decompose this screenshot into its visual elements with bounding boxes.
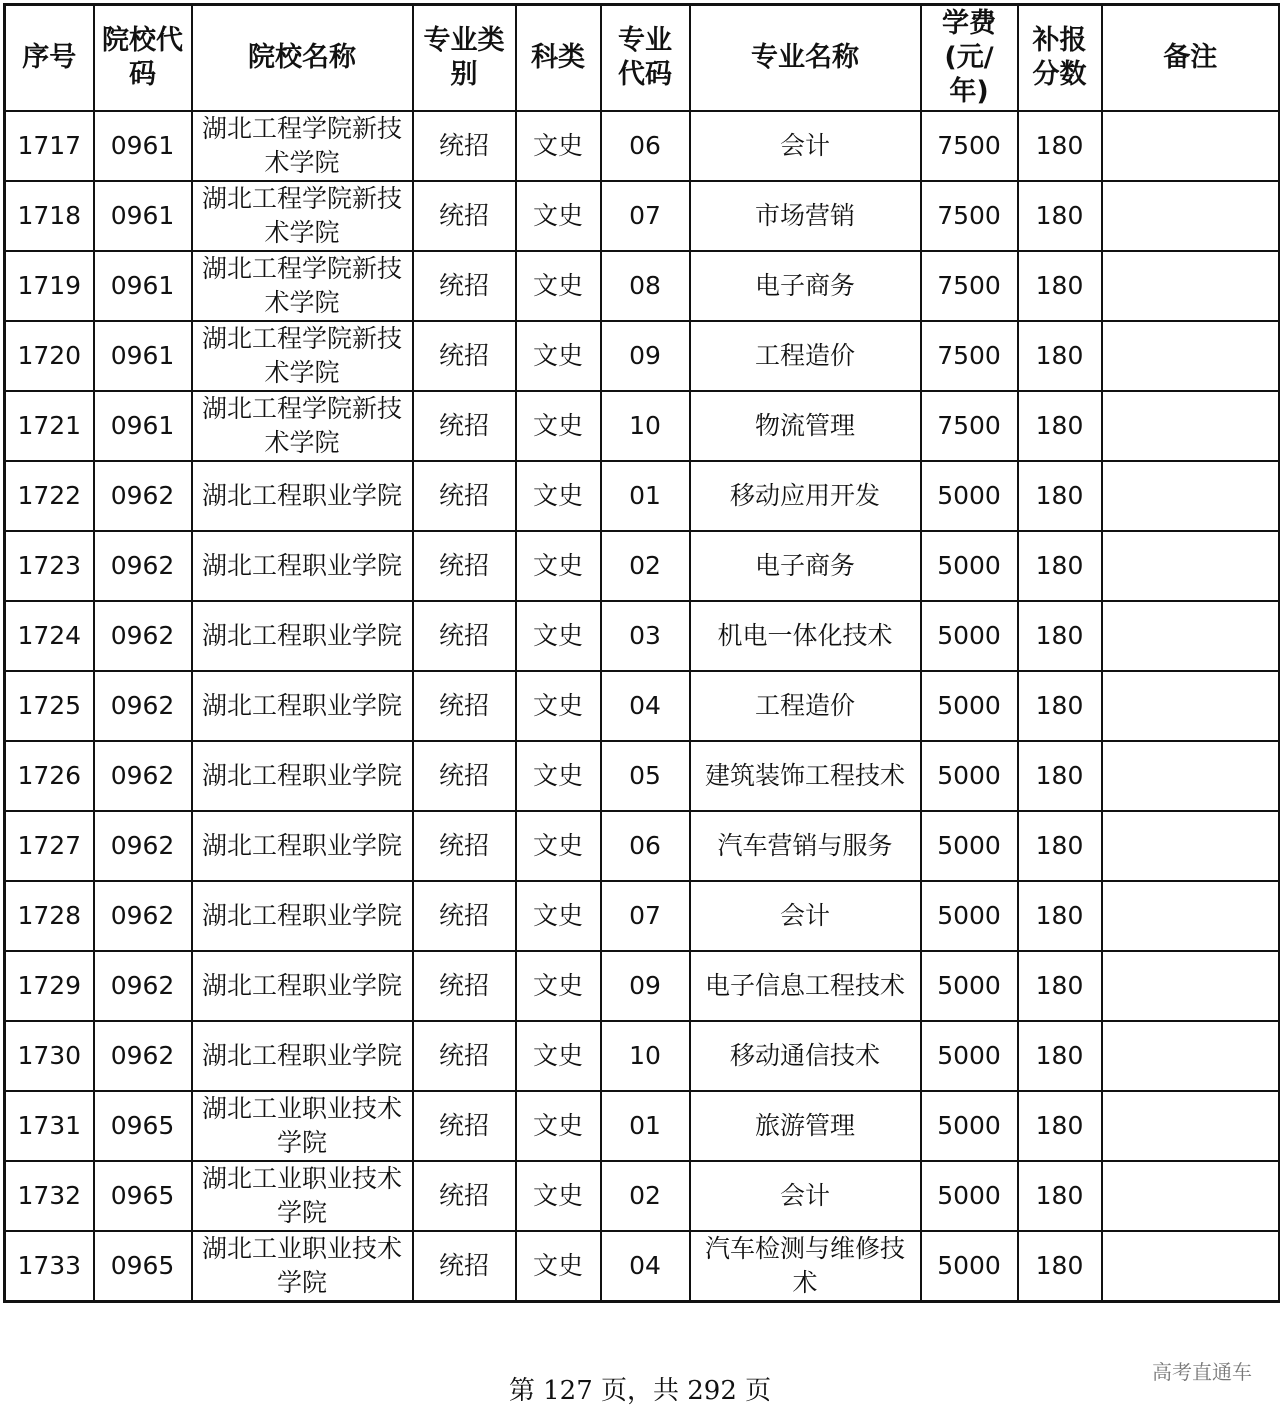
table-row [5,181,1280,251]
cell-school-name: 湖北工程职业学院 [192,881,413,951]
cell-index: 1733 [5,1231,94,1302]
cell-subject-class: 文史 [516,391,601,461]
header-row [5,5,1280,111]
header-index: 序号 [5,5,94,111]
cell-school-code: 0961 [94,111,192,181]
cell-major-type: 统招 [413,111,516,181]
cell-school-code: 0961 [94,251,192,321]
cell-school-code: 0961 [94,391,192,461]
cell-index: 1717 [5,111,94,181]
cell-remarks [1102,181,1280,251]
cell-score: 180 [1018,111,1102,181]
cell-school-name: 湖北工程职业学院 [192,951,413,1021]
cell-index: 1731 [5,1091,94,1161]
cell-school-code: 0962 [94,1021,192,1091]
table-row [5,671,1280,741]
cell-tuition: 7500 [921,111,1018,181]
cell-major-type: 统招 [413,1021,516,1091]
cell-school-name: 湖北工程学院新技术学院 [192,111,413,181]
cell-score: 180 [1018,181,1102,251]
cell-score: 180 [1018,251,1102,321]
table-row [5,251,1280,321]
cell-score: 180 [1018,671,1102,741]
cell-subject-class: 文史 [516,601,601,671]
cell-score: 180 [1018,881,1102,951]
cell-subject-class: 文史 [516,461,601,531]
cell-index: 1721 [5,391,94,461]
cell-subject-class: 文史 [516,321,601,391]
cell-major-code: 01 [601,461,690,531]
cell-score: 180 [1018,531,1102,601]
cell-index: 1718 [5,181,94,251]
cell-major-code: 05 [601,741,690,811]
cell-remarks [1102,1091,1280,1161]
cell-subject-class: 文史 [516,881,601,951]
cell-tuition: 7500 [921,181,1018,251]
cell-major-type: 统招 [413,811,516,881]
cell-major-name: 机电一体化技术 [690,601,921,671]
cell-index: 1724 [5,601,94,671]
cell-major-code: 04 [601,671,690,741]
cell-school-name: 湖北工程学院新技术学院 [192,391,413,461]
cell-major-name: 移动应用开发 [690,461,921,531]
table-row [5,321,1280,391]
admissions-table [3,3,1280,1303]
cell-major-name: 工程造价 [690,321,921,391]
cell-major-code: 02 [601,1161,690,1231]
cell-remarks [1102,601,1280,671]
cell-tuition: 5000 [921,1021,1018,1091]
table-row [5,811,1280,881]
cell-remarks [1102,881,1280,951]
cell-major-name: 汽车营销与服务 [690,811,921,881]
cell-school-code: 0962 [94,741,192,811]
cell-tuition: 5000 [921,881,1018,951]
cell-remarks [1102,391,1280,461]
cell-subject-class: 文史 [516,741,601,811]
cell-index: 1730 [5,1021,94,1091]
cell-school-name: 湖北工程学院新技术学院 [192,251,413,321]
cell-index: 1729 [5,951,94,1021]
table-row [5,391,1280,461]
cell-school-name: 湖北工程学院新技术学院 [192,181,413,251]
cell-major-code: 08 [601,251,690,321]
cell-school-code: 0962 [94,531,192,601]
cell-major-type: 统招 [413,181,516,251]
cell-score: 180 [1018,951,1102,1021]
cell-school-code: 0965 [94,1231,192,1302]
cell-major-type: 统招 [413,1091,516,1161]
cell-tuition: 5000 [921,461,1018,531]
cell-school-code: 0965 [94,1091,192,1161]
cell-remarks [1102,811,1280,881]
cell-tuition: 5000 [921,1231,1018,1302]
table-row [5,1091,1280,1161]
cell-index: 1732 [5,1161,94,1231]
cell-major-code: 03 [601,601,690,671]
cell-remarks [1102,1161,1280,1231]
cell-subject-class: 文史 [516,251,601,321]
cell-index: 1720 [5,321,94,391]
cell-major-name: 会计 [690,881,921,951]
cell-subject-class: 文史 [516,811,601,881]
cell-score: 180 [1018,811,1102,881]
cell-score: 180 [1018,391,1102,461]
cell-school-code: 0962 [94,601,192,671]
cell-tuition: 7500 [921,321,1018,391]
cell-major-name: 移动通信技术 [690,1021,921,1091]
table-body [5,111,1280,1302]
cell-major-code: 07 [601,881,690,951]
cell-remarks [1102,321,1280,391]
cell-major-code: 04 [601,1231,690,1302]
cell-school-name: 湖北工业职业技术学院 [192,1161,413,1231]
cell-school-name: 湖北工业职业技术学院 [192,1231,413,1302]
cell-tuition: 5000 [921,1091,1018,1161]
cell-remarks [1102,671,1280,741]
header-major-type: 专业类别 [413,5,516,111]
cell-index: 1719 [5,251,94,321]
cell-major-name: 会计 [690,111,921,181]
cell-tuition: 5000 [921,1161,1018,1231]
cell-school-code: 0961 [94,181,192,251]
cell-major-name: 旅游管理 [690,1091,921,1161]
cell-index: 1728 [5,881,94,951]
cell-subject-class: 文史 [516,531,601,601]
cell-subject-class: 文史 [516,1161,601,1231]
cell-major-type: 统招 [413,741,516,811]
cell-remarks [1102,741,1280,811]
cell-school-code: 0961 [94,321,192,391]
cell-remarks [1102,251,1280,321]
cell-subject-class: 文史 [516,671,601,741]
table-row [5,1161,1280,1231]
cell-tuition: 5000 [921,601,1018,671]
cell-index: 1723 [5,531,94,601]
header-major-code: 专业代码 [601,5,690,111]
cell-score: 180 [1018,601,1102,671]
cell-major-type: 统招 [413,881,516,951]
cell-major-type: 统招 [413,951,516,1021]
cell-major-code: 07 [601,181,690,251]
table-row [5,951,1280,1021]
cell-index: 1722 [5,461,94,531]
cell-score: 180 [1018,1231,1102,1302]
cell-score: 180 [1018,1021,1102,1091]
cell-subject-class: 文史 [516,181,601,251]
cell-major-name: 工程造价 [690,671,921,741]
cell-major-name: 电子商务 [690,531,921,601]
cell-major-code: 01 [601,1091,690,1161]
header-remarks: 备注 [1102,5,1280,111]
header-school-code: 院校代码 [94,5,192,111]
cell-tuition: 5000 [921,671,1018,741]
cell-subject-class: 文史 [516,111,601,181]
header-school-name: 院校名称 [192,5,413,111]
cell-index: 1726 [5,741,94,811]
cell-major-type: 统招 [413,251,516,321]
table-row [5,881,1280,951]
cell-major-name: 建筑装饰工程技术 [690,741,921,811]
cell-subject-class: 文史 [516,1021,601,1091]
cell-score: 180 [1018,321,1102,391]
cell-tuition: 5000 [921,951,1018,1021]
table-row [5,461,1280,531]
table-row [5,111,1280,181]
cell-school-name: 湖北工业职业技术学院 [192,1091,413,1161]
cell-tuition: 7500 [921,251,1018,321]
cell-school-name: 湖北工程职业学院 [192,531,413,601]
cell-tuition: 5000 [921,811,1018,881]
cell-score: 180 [1018,1091,1102,1161]
cell-major-type: 统招 [413,321,516,391]
cell-school-name: 湖北工程职业学院 [192,671,413,741]
cell-score: 180 [1018,741,1102,811]
cell-major-name: 电子商务 [690,251,921,321]
table-row [5,1021,1280,1091]
table-row [5,531,1280,601]
table-row [5,741,1280,811]
cell-remarks [1102,1231,1280,1302]
cell-major-type: 统招 [413,1231,516,1302]
table-header [5,5,1280,111]
cell-major-type: 统招 [413,531,516,601]
cell-school-name: 湖北工程职业学院 [192,601,413,671]
header-major-name: 专业名称 [690,5,921,111]
cell-subject-class: 文史 [516,1091,601,1161]
cell-major-type: 统招 [413,1161,516,1231]
cell-score: 180 [1018,461,1102,531]
cell-remarks [1102,531,1280,601]
cell-school-code: 0962 [94,461,192,531]
cell-school-code: 0962 [94,671,192,741]
table-row [5,601,1280,671]
cell-major-code: 06 [601,111,690,181]
cell-major-name: 汽车检测与维修技术 [690,1231,921,1302]
cell-major-type: 统招 [413,671,516,741]
cell-major-name: 物流管理 [690,391,921,461]
header-tuition: 学费(元/年) [921,5,1018,111]
cell-school-code: 0962 [94,811,192,881]
cell-subject-class: 文史 [516,951,601,1021]
cell-major-code: 10 [601,1021,690,1091]
cell-school-code: 0962 [94,881,192,951]
table-row [5,1231,1280,1302]
cell-remarks [1102,461,1280,531]
cell-major-type: 统招 [413,461,516,531]
cell-subject-class: 文史 [516,1231,601,1302]
cell-major-type: 统招 [413,601,516,671]
cell-remarks [1102,951,1280,1021]
cell-school-code: 0962 [94,951,192,1021]
cell-major-name: 会计 [690,1161,921,1231]
cell-tuition: 5000 [921,741,1018,811]
cell-score: 180 [1018,1161,1102,1231]
cell-remarks [1102,111,1280,181]
cell-major-code: 09 [601,951,690,1021]
cell-school-name: 湖北工程职业学院 [192,811,413,881]
cell-school-code: 0965 [94,1161,192,1231]
cell-major-code: 10 [601,391,690,461]
header-score: 补报分数 [1018,5,1102,111]
header-subject-class: 科类 [516,5,601,111]
cell-school-name: 湖北工程职业学院 [192,1021,413,1091]
cell-school-name: 湖北工程学院新技术学院 [192,321,413,391]
cell-major-code: 02 [601,531,690,601]
cell-tuition: 5000 [921,531,1018,601]
cell-school-name: 湖北工程职业学院 [192,461,413,531]
watermark: 高考直通车 [1152,1360,1252,1384]
cell-major-code: 09 [601,321,690,391]
cell-index: 1727 [5,811,94,881]
cell-school-name: 湖北工程职业学院 [192,741,413,811]
cell-index: 1725 [5,671,94,741]
cell-major-name: 市场营销 [690,181,921,251]
cell-tuition: 7500 [921,391,1018,461]
cell-major-name: 电子信息工程技术 [690,951,921,1021]
page-footer: 第 127 页，共 292 页 [508,1376,772,1406]
cell-remarks [1102,1021,1280,1091]
cell-major-code: 06 [601,811,690,881]
cell-major-type: 统招 [413,391,516,461]
